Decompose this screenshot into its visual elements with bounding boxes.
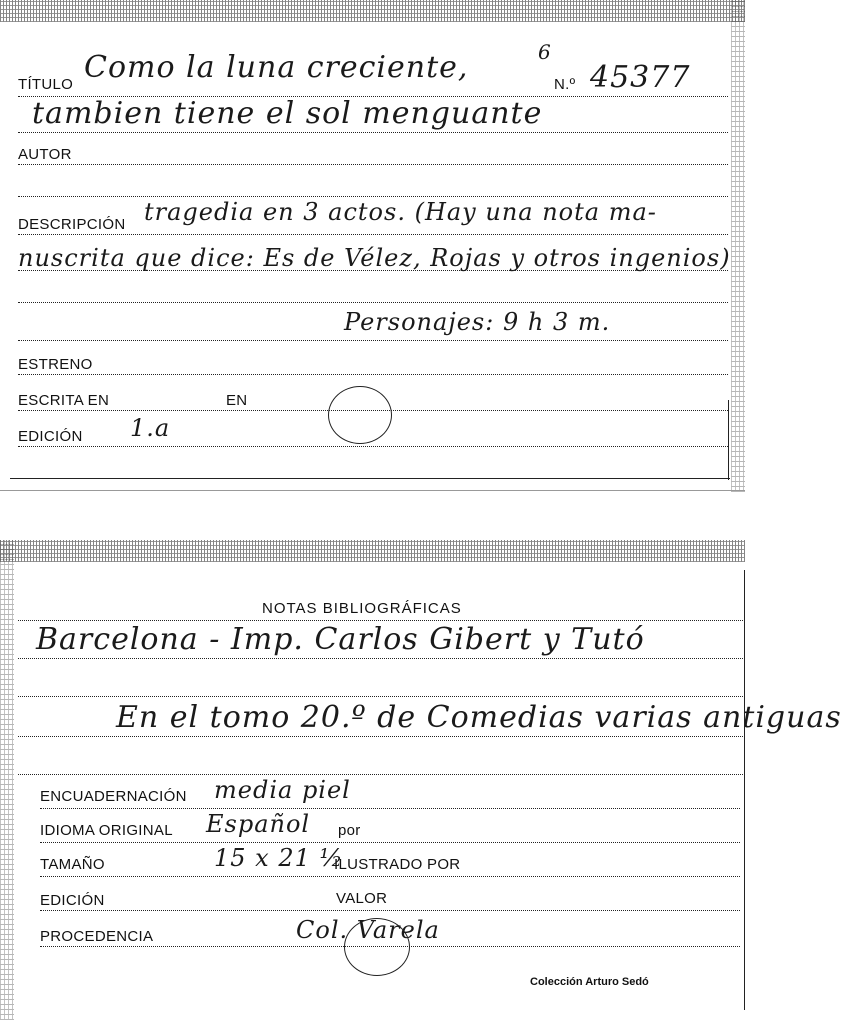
autor-rule-2 <box>18 196 728 197</box>
en-label: EN <box>226 392 248 409</box>
numero-value: 45377 <box>590 60 691 95</box>
notas-line2: En el tomo 20.º de Comedias varias antiguas <box>116 700 842 735</box>
notas-rule-5 <box>18 774 743 775</box>
tamano-value: 15 x 21 ½ <box>214 844 344 872</box>
card-bottom-left-edge <box>0 540 14 1020</box>
tamano-rule <box>40 876 740 877</box>
descripcion-value-line3: Personajes: 9 h 3 m. <box>344 308 611 336</box>
card-bottom-right-border <box>744 570 745 1010</box>
ilustrado-label: ILUSTRADO POR <box>334 856 461 873</box>
notas-rule-2 <box>18 658 743 659</box>
descripcion-value-line1: tragedia en 3 actos. (Hay una nota ma- <box>144 198 657 226</box>
footer-coleccion: Colección Arturo Sedó <box>530 976 649 988</box>
catalog-card-bottom <box>0 540 842 1020</box>
por-label: por <box>338 822 361 839</box>
descripcion-value-line2: nuscrita que dice: Es de Vélez, Rojas y otros ingenios) <box>18 244 731 272</box>
estreno-rule <box>18 374 728 375</box>
edicion-value: 1.a <box>130 414 171 442</box>
notas-heading: NOTAS BIBLIOGRÁFICAS <box>262 600 462 617</box>
valor-label: VALOR <box>336 890 388 907</box>
encuadernacion-value: media piel <box>214 776 351 804</box>
punch-hole-circle-bottom <box>344 918 410 976</box>
descripcion-rule <box>18 234 728 235</box>
numero-label: N.º <box>554 76 576 93</box>
card-top-bottom-border <box>10 478 730 479</box>
titulo-rule-2 <box>18 132 728 133</box>
estreno-label: ESTRENO <box>18 356 93 373</box>
titulo-value-line2: tambien tiene el sol menguante <box>32 96 543 131</box>
numero-superscript: 6 <box>538 40 552 64</box>
encuadernacion-rule <box>40 808 740 809</box>
autor-label: AUTOR <box>18 146 72 163</box>
descripcion-label: DESCRIPCIÓN <box>18 216 126 233</box>
card-bottom-speckled-edge <box>0 540 745 562</box>
descripcion-rule-2 <box>18 270 728 271</box>
idioma-label: IDIOMA ORIGINAL <box>40 822 173 839</box>
card-top-cut-edge <box>0 490 745 491</box>
titulo-value-line1: Como la luna creciente, <box>84 50 469 85</box>
tamano-label: TAMAÑO <box>40 856 105 873</box>
notas-rule-4 <box>18 736 743 737</box>
card-top-speckled-edge <box>0 0 745 22</box>
card-top-right-border <box>728 400 729 480</box>
punch-hole-circle <box>328 386 392 444</box>
autor-rule <box>18 164 728 165</box>
edicion-bottom-label: EDICIÓN <box>40 892 105 909</box>
notas-rule-3 <box>18 696 743 697</box>
idioma-value: Español <box>206 810 311 838</box>
descripcion-rule-4 <box>18 340 728 341</box>
notas-rule-1 <box>18 620 743 621</box>
catalog-card-top <box>0 0 745 492</box>
edicion-label: EDICIÓN <box>18 428 83 445</box>
idioma-rule <box>40 842 740 843</box>
procedencia-label: PROCEDENCIA <box>40 928 154 945</box>
procedencia-value: Col. Varela <box>296 916 440 944</box>
edicion-rule <box>18 446 728 447</box>
titulo-label: TÍTULO <box>18 76 74 93</box>
encuadernacion-label: ENCUADERNACIÓN <box>40 788 187 805</box>
descripcion-rule-3 <box>18 302 728 303</box>
notas-line1: Barcelona - Imp. Carlos Gibert y Tutó <box>36 622 645 657</box>
edicion-bottom-rule <box>40 910 740 911</box>
escrita-en-label: ESCRITA EN <box>18 392 110 409</box>
card-top-right-edge <box>731 0 745 492</box>
